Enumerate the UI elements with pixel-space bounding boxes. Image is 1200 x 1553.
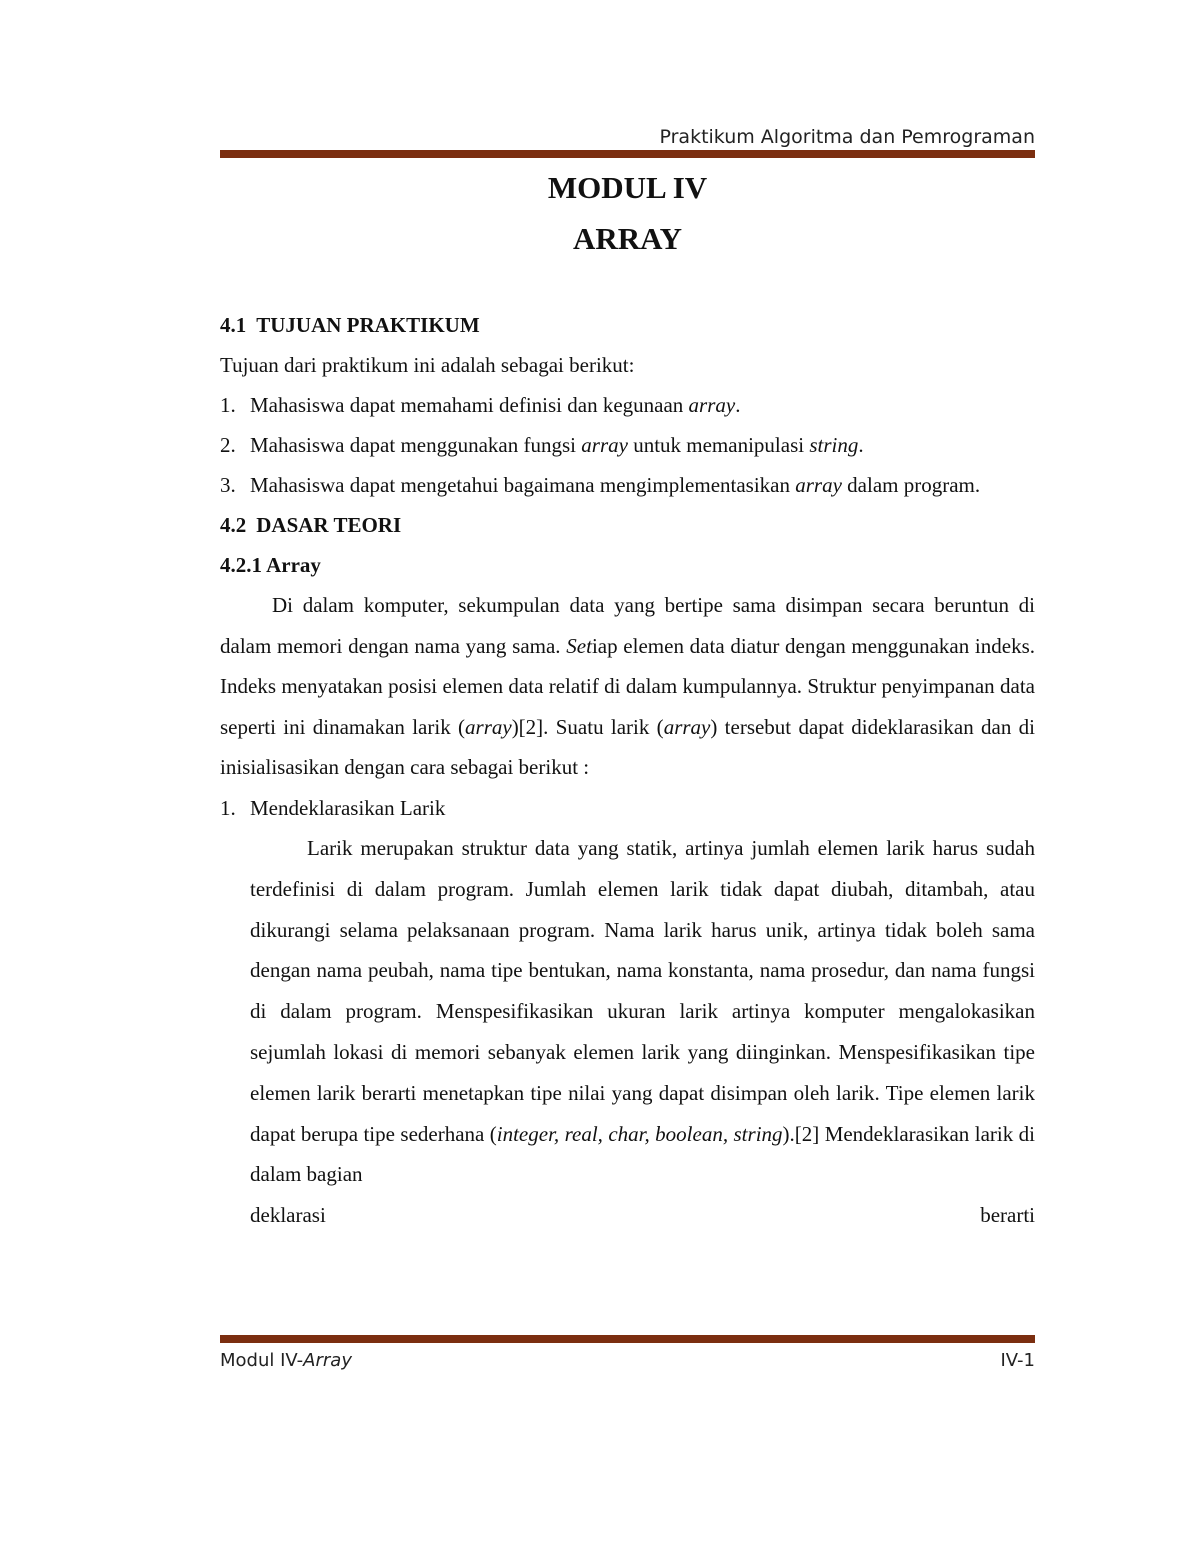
page-body — [220, 305, 1035, 1235]
section-heading-dasar-teori: 4.2 DASAR TEORI — [220, 513, 402, 537]
list-item: 3. Mahasiswa dapat mengetahui bagaimana mengimplementasikan array dalam program. — [220, 473, 981, 497]
list-item: 2. Mahasiswa dapat menggunakan fungsi array untuk memanipulasi string. — [220, 433, 864, 457]
paragraph-last-line: deklarasi berarti — [250, 1203, 1035, 1228]
section-intro: Tujuan dari praktikum ini adalah sebagai berikut: — [220, 353, 635, 377]
header-rule — [220, 150, 1035, 158]
list-item: 1. Mahasiswa dapat memahami definisi dan kegunaan array. — [220, 393, 741, 417]
module-title: MODUL IV — [547, 170, 708, 205]
list-item: 1. Mendeklarasikan Larik — [220, 795, 446, 820]
paragraph-array-intro: Di dalam komputer, sekumpulan data yang bertipe sama disimpan secara beruntun di dalam memori dengan nama yang sama. Setiap elemen data diatur dengan menggunakan indeks. Indeks menyatakan posisi elemen data relatif di dalam kumpulannya. Struktur penyimpanan data seperti ini dinamakan larik (array)[2]. Suatu larik (array) tersebut dapat dideklarasikan dan di inisialisasikan dengan cara sebagai berikut : — [220, 593, 1036, 780]
paragraph-larik: Larik merupakan struktur data yang statik, artinya jumlah elemen larik harus sudah terdefinisi di dalam program. Jumlah elemen larik tidak dapat diubah, ditambah, atau dikurangi selama pelaksanaan program. Nama larik harus unik, artinya tidak boleh sama dengan nama peubah, nama tipe bentukan, nama konstanta, nama prosedur, dan nama fungsi di dalam program. Menspesifikasikan ukuran larik artinya komputer mengalokasikan sejumlah lokasi di memori sebanyak elemen larik yang diinginkan. Menspesifikasikan tipe elemen larik berarti menetapkan tipe nilai yang dapat disimpan oleh larik. Tipe elemen larik dapat berupa tipe sederhana (integer, real, char, boolean, string).[2] Mendeklarasikan larik di dalam bagian — [250, 835, 1035, 1187]
running-header: Praktikum Algoritma dan Pemrograman — [659, 126, 1035, 148]
footer-rule — [220, 1335, 1035, 1343]
subsection-heading-array: 4.2.1 Array — [220, 553, 321, 577]
page-number: IV-1 — [1000, 1350, 1035, 1371]
module-subtitle: ARRAY — [572, 221, 683, 256]
section-heading-tujuan: 4.1 TUJUAN PRAKTIKUM — [220, 313, 480, 337]
footer-module-label: Modul IV-Array — [220, 1350, 352, 1371]
